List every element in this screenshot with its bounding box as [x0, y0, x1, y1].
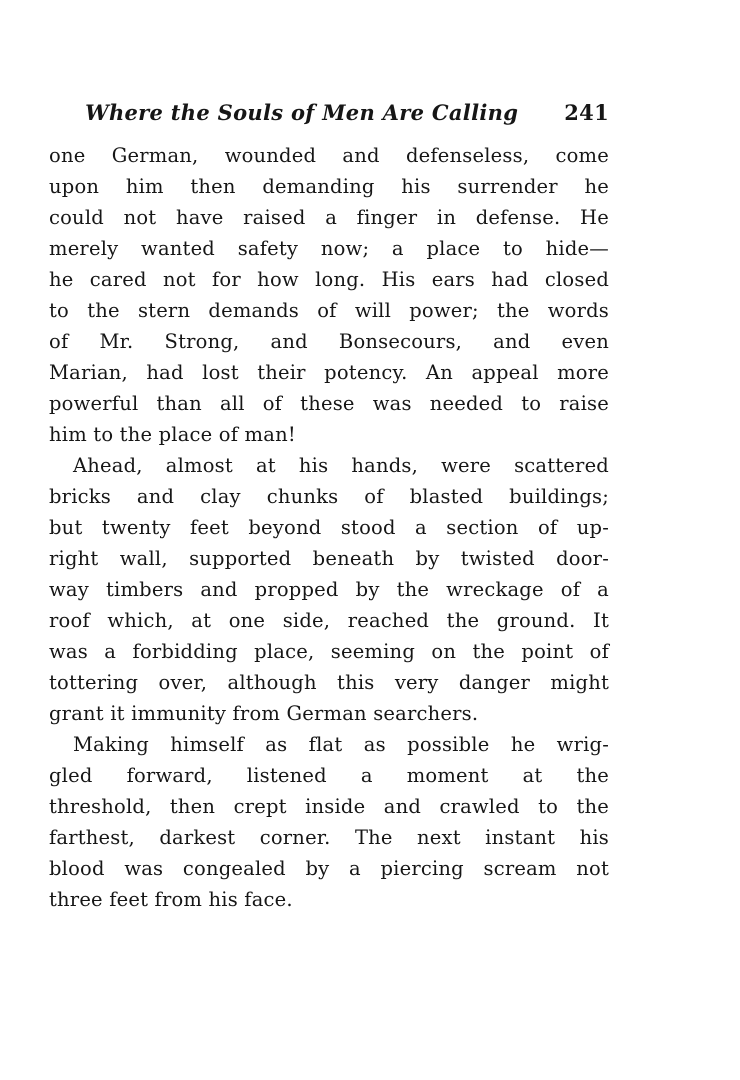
text-line: threshold, then crept inside and crawled to the [49, 795, 609, 818]
text-line: blood was congealed by a piercing scream not [49, 857, 609, 880]
header-title: Where the Souls of Men Are Calling [85, 100, 519, 125]
page-body [49, 140, 609, 915]
paragraph [49, 450, 609, 729]
text-line: he cared not for how long. His ears had closed [49, 268, 609, 291]
text-line: grant it immunity from German searchers. [49, 702, 479, 725]
text-line: upon him then demanding his surrender he [49, 175, 609, 198]
text-line: but twenty feet beyond stood a section of up- [49, 516, 609, 539]
text-line: Making himself as flat as possible he wrig- [73, 733, 609, 756]
text-line: was a forbidding place, seeming on the point of [49, 640, 609, 663]
text-line: farthest, darkest corner. The next instant his [49, 826, 609, 849]
text-line: could not have raised a finger in defense. He [49, 206, 609, 229]
page-number: 241 [564, 100, 609, 125]
text-line: one German, wounded and defenseless, come [49, 144, 609, 167]
paragraph [49, 140, 609, 450]
text-line: roof which, at one side, reached the ground. It [49, 609, 609, 632]
running-header [49, 100, 609, 125]
text-line: Marian, had lost their potency. An appeal more [49, 361, 609, 384]
text-line: merely wanted safety now; a place to hide— [49, 237, 609, 260]
book-page [49, 100, 609, 915]
text-line: to the stern demands of will power; the words [49, 299, 609, 322]
text-line: three feet from his face. [49, 888, 293, 911]
text-line: Ahead, almost at his hands, were scattered [73, 454, 609, 477]
text-line: powerful than all of these was needed to raise [49, 392, 609, 415]
text-line: way timbers and propped by the wreckage of a [49, 578, 609, 601]
text-line: tottering over, although this very danger might [49, 671, 609, 694]
paragraph [49, 729, 609, 915]
text-line: of Mr. Strong, and Bonsecours, and even [49, 330, 609, 353]
text-line: him to the place of man! [49, 423, 296, 446]
text-line: bricks and clay chunks of blasted buildings; [49, 485, 609, 508]
text-line: gled forward, listened a moment at the [49, 764, 609, 787]
text-line: right wall, supported beneath by twisted door- [49, 547, 609, 570]
